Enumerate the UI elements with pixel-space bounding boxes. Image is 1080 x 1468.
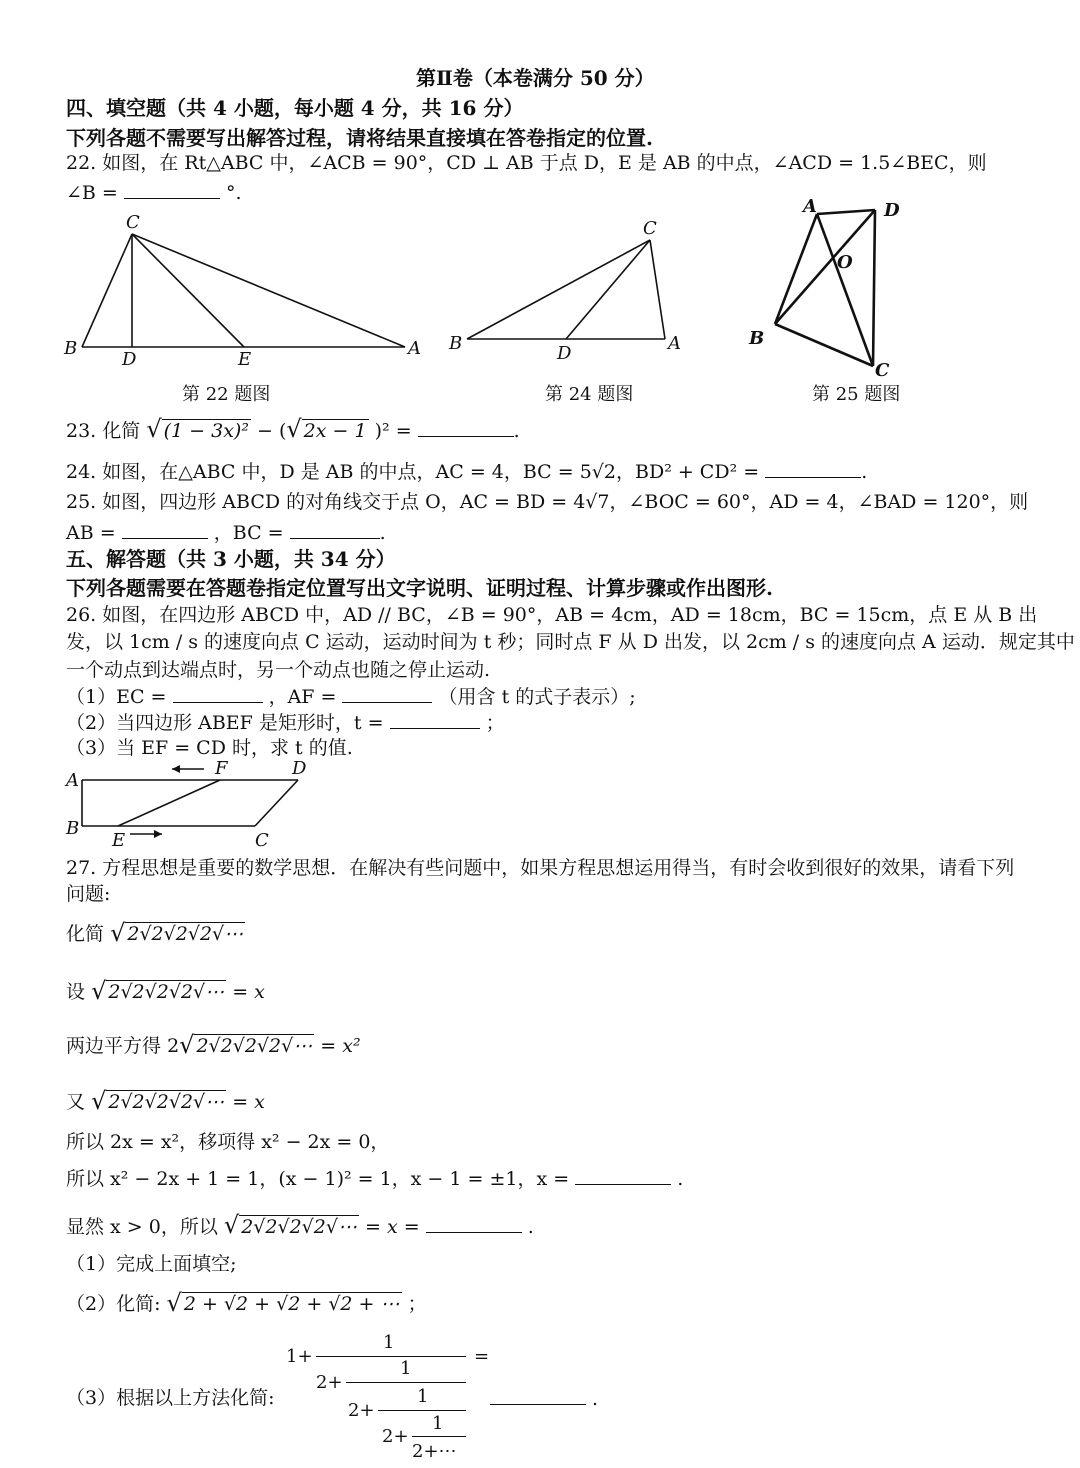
q26-part1: [66, 684, 636, 709]
q26-part2: [66, 710, 505, 735]
q27-let-label: 设: [66, 981, 86, 1003]
q27-value-blank[interactable]: [426, 1214, 522, 1233]
q25-ab: AB =: [66, 522, 116, 544]
q27-obvious-eq: = x =: [365, 1216, 420, 1238]
q27-square-label: 两边平方得: [66, 1035, 162, 1057]
q25-bc: ，BC =: [213, 522, 284, 544]
fig26-label-a: A: [66, 770, 79, 791]
fig24-label-a: A: [668, 333, 681, 354]
q23-mid: − (: [257, 420, 287, 442]
nested-radical: 2√2√2√2√⋯: [127, 923, 244, 945]
q27-simplify-label: 化简: [66, 923, 105, 945]
nested-radical: 2√2√2√2√⋯: [108, 981, 225, 1003]
q27-square-row: [66, 1031, 361, 1059]
fig26-label-d: D: [292, 758, 307, 779]
q25-ab-blank[interactable]: [122, 520, 208, 539]
fig24-label-b: B: [449, 333, 463, 354]
q26-text-line3: 一个动点到达端点时，另一个动点也随之停止运动.: [66, 659, 491, 681]
q22-text-line2: [66, 180, 241, 205]
figure-25: [745, 196, 915, 381]
q26-text-line1: 26. 如图，在四边形 ABCD 中，AD // BC，∠B = 90°，AB = 4cm，AD = 18cm，BC = 15cm，点 E 从 B 出: [66, 604, 1038, 626]
fig25-label-d: D: [884, 200, 900, 221]
q27-again-label: 又: [66, 1091, 86, 1113]
sqrt-icon: √: [110, 919, 126, 947]
q26-p2-end: ；: [485, 712, 505, 734]
q23-post: )² =: [374, 420, 412, 442]
q27-again-row: [66, 1087, 265, 1115]
cf-bar-1: [316, 1356, 466, 1357]
q25-bc-blank[interactable]: [290, 520, 380, 539]
sqrt-icon: √: [223, 1211, 240, 1239]
cf-term-5: 2+⋯: [412, 1441, 457, 1462]
q23-text: 23. 化简 √ (1 − 3x)² − (√ 2x − 1 )² = .: [66, 415, 520, 443]
cf-term-2: 2+: [316, 1372, 343, 1393]
figure-24: [445, 210, 690, 370]
cf-term-1: 1+: [286, 1346, 313, 1367]
figure-22: [60, 210, 430, 375]
q27-part2: [66, 1289, 427, 1317]
q27-eq-x: = x: [232, 1091, 265, 1113]
cf-term-4: 2+: [382, 1426, 409, 1447]
fig22-label-d: D: [122, 349, 137, 370]
q27-so1: 所以 2x = x²，移项得 x² − 2x = 0，: [66, 1131, 390, 1153]
cf-num-1: 1: [383, 1332, 395, 1353]
fig24-label-d: D: [557, 343, 572, 364]
cf-bar-3: [378, 1410, 466, 1411]
section5-instruction: 下列各题需要在答题卷指定位置写出文字说明、证明过程、计算步骤或作出图形.: [66, 576, 773, 600]
fig24-label-c: C: [643, 218, 657, 239]
q27-so2: 所以 x² − 2x + 1 = 1，(x − 1)² = 1，x − 1 = ±1，x =: [66, 1168, 570, 1190]
figure-26: [60, 758, 340, 853]
nested-radical: 2√2√2√2√⋯: [196, 1035, 313, 1057]
q27-so2-end: .: [677, 1168, 684, 1190]
q26-p1-ec: （1）EC =: [66, 686, 167, 708]
sqrt-icon: √: [91, 1087, 107, 1115]
section4-instruction: 下列各题不需要写出解答过程，请将结果直接填在答卷指定的位置.: [66, 126, 653, 150]
cf-bar-2: [346, 1382, 466, 1383]
page-title: 第Ⅱ卷（本卷满分 50 分）: [416, 66, 655, 90]
q27-obvious: 显然 x > 0，所以: [66, 1216, 218, 1238]
q27-x-blank[interactable]: [575, 1166, 671, 1185]
q26-ec-blank[interactable]: [173, 684, 263, 703]
q25-text-line2: AB = ，BC = .: [66, 522, 386, 544]
nested-radical: 2√2√2√2√⋯: [241, 1216, 357, 1238]
q27-obvious-end: .: [527, 1216, 534, 1238]
section5-heading: 五、解答题（共 3 小题，共 34 分）: [66, 547, 396, 571]
fig22-label-e: E: [238, 349, 252, 370]
q24-answer-blank[interactable]: [765, 459, 861, 478]
q27-eq-x2: = x²: [320, 1035, 361, 1057]
fig25-label-a: A: [803, 196, 817, 217]
q27-let-row: [66, 977, 265, 1005]
q22-angle-b: ∠B =: [66, 182, 118, 204]
sqrt-icon: √: [286, 415, 302, 443]
q26-t-blank[interactable]: [390, 710, 480, 729]
q27-so2-row: [66, 1166, 683, 1191]
q23-label: 23. 化简: [66, 420, 141, 442]
fig25-caption: 第 25 题图: [812, 384, 901, 405]
section4-heading: 四、填空题（共 4 小题，每小题 4 分，共 16 分）: [66, 96, 524, 120]
q22-answer-blank[interactable]: [124, 180, 220, 199]
q26-text-line2: 发，以 1cm / s 的速度向点 C 运动，运动时间为 t 秒；同时点 F 从 D 出发，以 2cm / s 的速度向点 A 运动．规定其中: [66, 631, 1075, 653]
fig22-label-b: B: [64, 338, 78, 359]
cf-term-3: 2+: [348, 1400, 375, 1421]
cf-bar-4: [412, 1436, 466, 1437]
fig25-label-b: B: [749, 328, 765, 349]
cf-num-2: 1: [400, 1358, 412, 1379]
cf-num-3: 1: [417, 1386, 429, 1407]
q27-p3-blank[interactable]: [490, 1386, 586, 1405]
q27-obvious-row: [66, 1211, 534, 1239]
fig26-label-e: E: [112, 830, 126, 851]
sqrt-icon: √: [179, 1031, 195, 1059]
fig22-caption: 第 22 题图: [182, 384, 271, 405]
cf-num-4: 1: [432, 1413, 444, 1434]
q24-text: 24. 如图，在△ABC 中，D 是 AB 的中点，AC = 4，BC = 5√2，BD² + CD² = .: [66, 461, 868, 483]
q23-expr1: (1 − 3x)²: [163, 420, 249, 442]
fig26-label-c: C: [255, 830, 269, 851]
sqrt-icon: √: [91, 977, 107, 1005]
fig26-label-f: F: [215, 758, 228, 779]
q27-part3: （3）根据以上方法化简:: [66, 1387, 275, 1409]
q25-text-line1: 25. 如图，四边形 ABCD 的对角线交于点 O，AC = BD = 4√7，∠BOC = 60°，AD = 4，∠BAD = 120°，则: [66, 491, 1029, 513]
q27-p2-label: （2）化简:: [66, 1293, 161, 1315]
q27-text-line2: 问题:: [66, 883, 111, 905]
q26-p1-note: （用含 t 的式子表示）;: [438, 686, 636, 708]
q27-eq-x: = x: [232, 981, 265, 1003]
q27-p2-end: ；: [407, 1293, 427, 1315]
fig25-label-o: O: [837, 252, 853, 273]
q26-p2-text: （2）当四边形 ABEF 是矩形时，t =: [66, 712, 384, 734]
q26-p1-af: ，AF =: [268, 686, 337, 708]
fig24-caption: 第 24 题图: [545, 384, 634, 405]
q26-part3: （3）当 EF = CD 时，求 t 的值.: [66, 737, 353, 759]
q22-degree: °.: [225, 182, 242, 204]
q27-p3-end: .: [592, 1388, 599, 1410]
cf-eq: =: [474, 1346, 490, 1367]
fig26-label-b: B: [66, 818, 80, 839]
sqrt-icon: √: [166, 1289, 182, 1317]
q27-p2-expr: 2 + √2 + √2 + √2 + ⋯: [183, 1293, 400, 1315]
nested-radical: 2√2√2√2√⋯: [108, 1091, 225, 1113]
q27-simplify-row: [66, 919, 245, 947]
q24-stem: 24. 如图，在△ABC 中，D 是 AB 的中点，AC = 4，BC = 5√2，BD² + CD² =: [66, 461, 760, 483]
q23-expr2: 2x − 1: [303, 420, 367, 442]
q27-text-line1: 27. 方程思想是重要的数学思想．在解决有些问题中，如果方程思想运用得当，有时会收到很好的效果，请看下列: [66, 857, 1015, 879]
sqrt-icon: √: [146, 415, 162, 443]
q26-af-blank[interactable]: [342, 684, 432, 703]
fig22-label-c: C: [126, 212, 140, 233]
q27-coef: 2: [167, 1035, 180, 1057]
q23-answer-blank[interactable]: [418, 418, 514, 437]
fig22-label-a: A: [408, 338, 421, 359]
q22-text-line1: 22. 如图，在 Rt△ABC 中，∠ACB = 90°，CD ⊥ AB 于点 D，E 是 AB 的中点，∠ACD = 1.5∠BEC，则: [66, 152, 987, 174]
q27-part3-answer: [490, 1386, 598, 1411]
q27-part1: （1）完成上面填空;: [66, 1253, 237, 1275]
fig25-label-c: C: [875, 360, 890, 381]
